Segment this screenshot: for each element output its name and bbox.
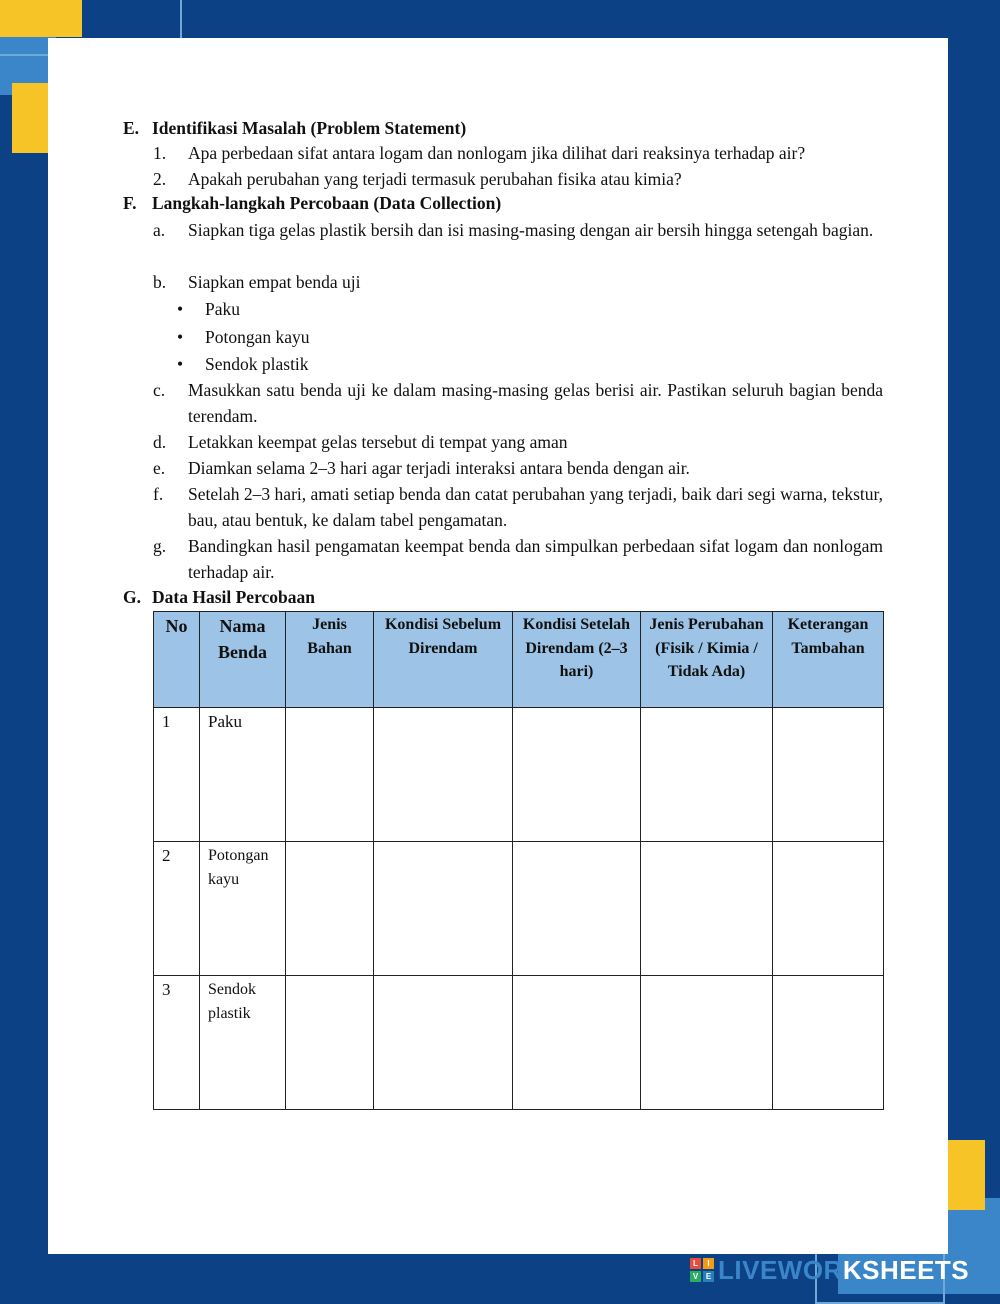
header-kondisi-sebelum: Kondisi Sebelum Direndam — [374, 612, 513, 708]
bullet-icon: • — [177, 354, 184, 374]
header-jenis-bahan: Jenis Bahan — [286, 612, 374, 708]
section-g-title: Data Hasil Percobaan — [152, 587, 316, 607]
cell-no: 3 — [154, 976, 200, 1110]
table-row — [154, 842, 884, 976]
section-e-label: E. — [123, 118, 140, 138]
cell-kondisi-setelah[interactable] — [513, 842, 641, 976]
cell-name: Paku — [200, 708, 286, 842]
cell-name: Potongan kayu — [200, 842, 286, 976]
section-f-label: F. — [123, 193, 137, 213]
section-f-title: Langkah-langkah Percobaan (Data Collection) — [152, 193, 502, 213]
step-item-c: c. Masukkan satu benda uji ke dalam masing-masing gelas berisi air. Pastikan seluruh bagian benda terendam. — [153, 380, 883, 426]
step-item-g: g. Bandingkan hasil pengamatan keempat benda dan simpulkan perbedaan sifat logam dan nonlogam terhadap air. — [153, 536, 883, 582]
bullet-icon: • — [177, 327, 184, 347]
liveworksheets-grid-icon: L I V E — [690, 1258, 714, 1282]
cell-keterangan[interactable] — [773, 708, 884, 842]
cell-keterangan[interactable] — [773, 976, 884, 1110]
cell-keterangan[interactable] — [773, 842, 884, 976]
cell-jenis-bahan[interactable] — [286, 976, 374, 1110]
liveworksheets-wordmark: LIVEWORKSHEETS — [718, 1254, 970, 1285]
cell-name: Sendok plastik — [200, 976, 286, 1110]
cell-jenis-bahan[interactable] — [286, 842, 374, 976]
problem-item-1: 1. Apa perbedaan sifat antara logam dan nonlogam jika dilihat dari reaksinya terhadap air? — [153, 143, 806, 163]
table-row — [154, 708, 884, 842]
bullet-item-3: • Sendok plastik — [177, 351, 309, 377]
header-kondisi-setelah: Kondisi Setelah Direndam (2–3 hari) — [513, 612, 641, 708]
table-row — [154, 976, 884, 1110]
data-table — [153, 611, 884, 1110]
worksheet-page — [48, 38, 948, 1254]
liveworksheets-logo — [690, 1256, 969, 1284]
cell-kondisi-setelah[interactable] — [513, 708, 641, 842]
bullet-item-2: • Potongan kayu — [177, 324, 310, 350]
step-item-d: d. Letakkan keempat gelas tersebut di tempat yang aman — [153, 432, 568, 452]
header-nama-benda: Nama Benda — [200, 612, 286, 708]
cell-jenis-perubahan[interactable] — [641, 976, 773, 1110]
cell-jenis-bahan[interactable] — [286, 708, 374, 842]
step-item-e: e. Diamkan selama 2–3 hari agar terjadi interaksi antara benda dengan air. — [153, 458, 690, 478]
bullet-item-1: • Paku — [177, 296, 240, 322]
header-no: No — [154, 612, 200, 708]
header-keterangan: Keterangan Tambahan — [773, 612, 884, 708]
section-f-heading — [123, 193, 501, 214]
section-g-label: G. — [123, 587, 141, 607]
problem-item-2: 2. Apakah perubahan yang terjadi termasuk perubahan fisika atau kimia? — [153, 169, 682, 189]
section-e-title: Identifikasi Masalah (Problem Statement) — [152, 118, 467, 138]
cell-kondisi-sebelum[interactable] — [374, 842, 513, 976]
bullet-icon: • — [177, 299, 184, 319]
table-header-row — [154, 612, 884, 708]
cell-jenis-perubahan[interactable] — [641, 842, 773, 976]
cell-kondisi-setelah[interactable] — [513, 976, 641, 1110]
step-item-b: b. Siapkan empat benda uji — [153, 272, 361, 292]
header-jenis-perubahan: Jenis Perubahan (Fisik / Kimia / Tidak Ada) — [641, 612, 773, 708]
step-item-a: a. Siapkan tiga gelas plastik bersih dan isi masing-masing dengan air bersih hingga setengah bagian. — [153, 220, 874, 240]
section-g-heading — [123, 587, 315, 608]
cell-jenis-perubahan[interactable] — [641, 708, 773, 842]
step-item-f: f. Setelah 2–3 hari, amati setiap benda dan catat perubahan yang terjadi, baik dari segi warna, tekstur, bau, atau bentuk, ke dalam tabel pengamatan. — [153, 484, 883, 530]
cell-kondisi-sebelum[interactable] — [374, 976, 513, 1110]
cell-no: 2 — [154, 842, 200, 976]
cell-no: 1 — [154, 708, 200, 842]
section-e-heading — [123, 118, 466, 139]
cell-kondisi-sebelum[interactable] — [374, 708, 513, 842]
